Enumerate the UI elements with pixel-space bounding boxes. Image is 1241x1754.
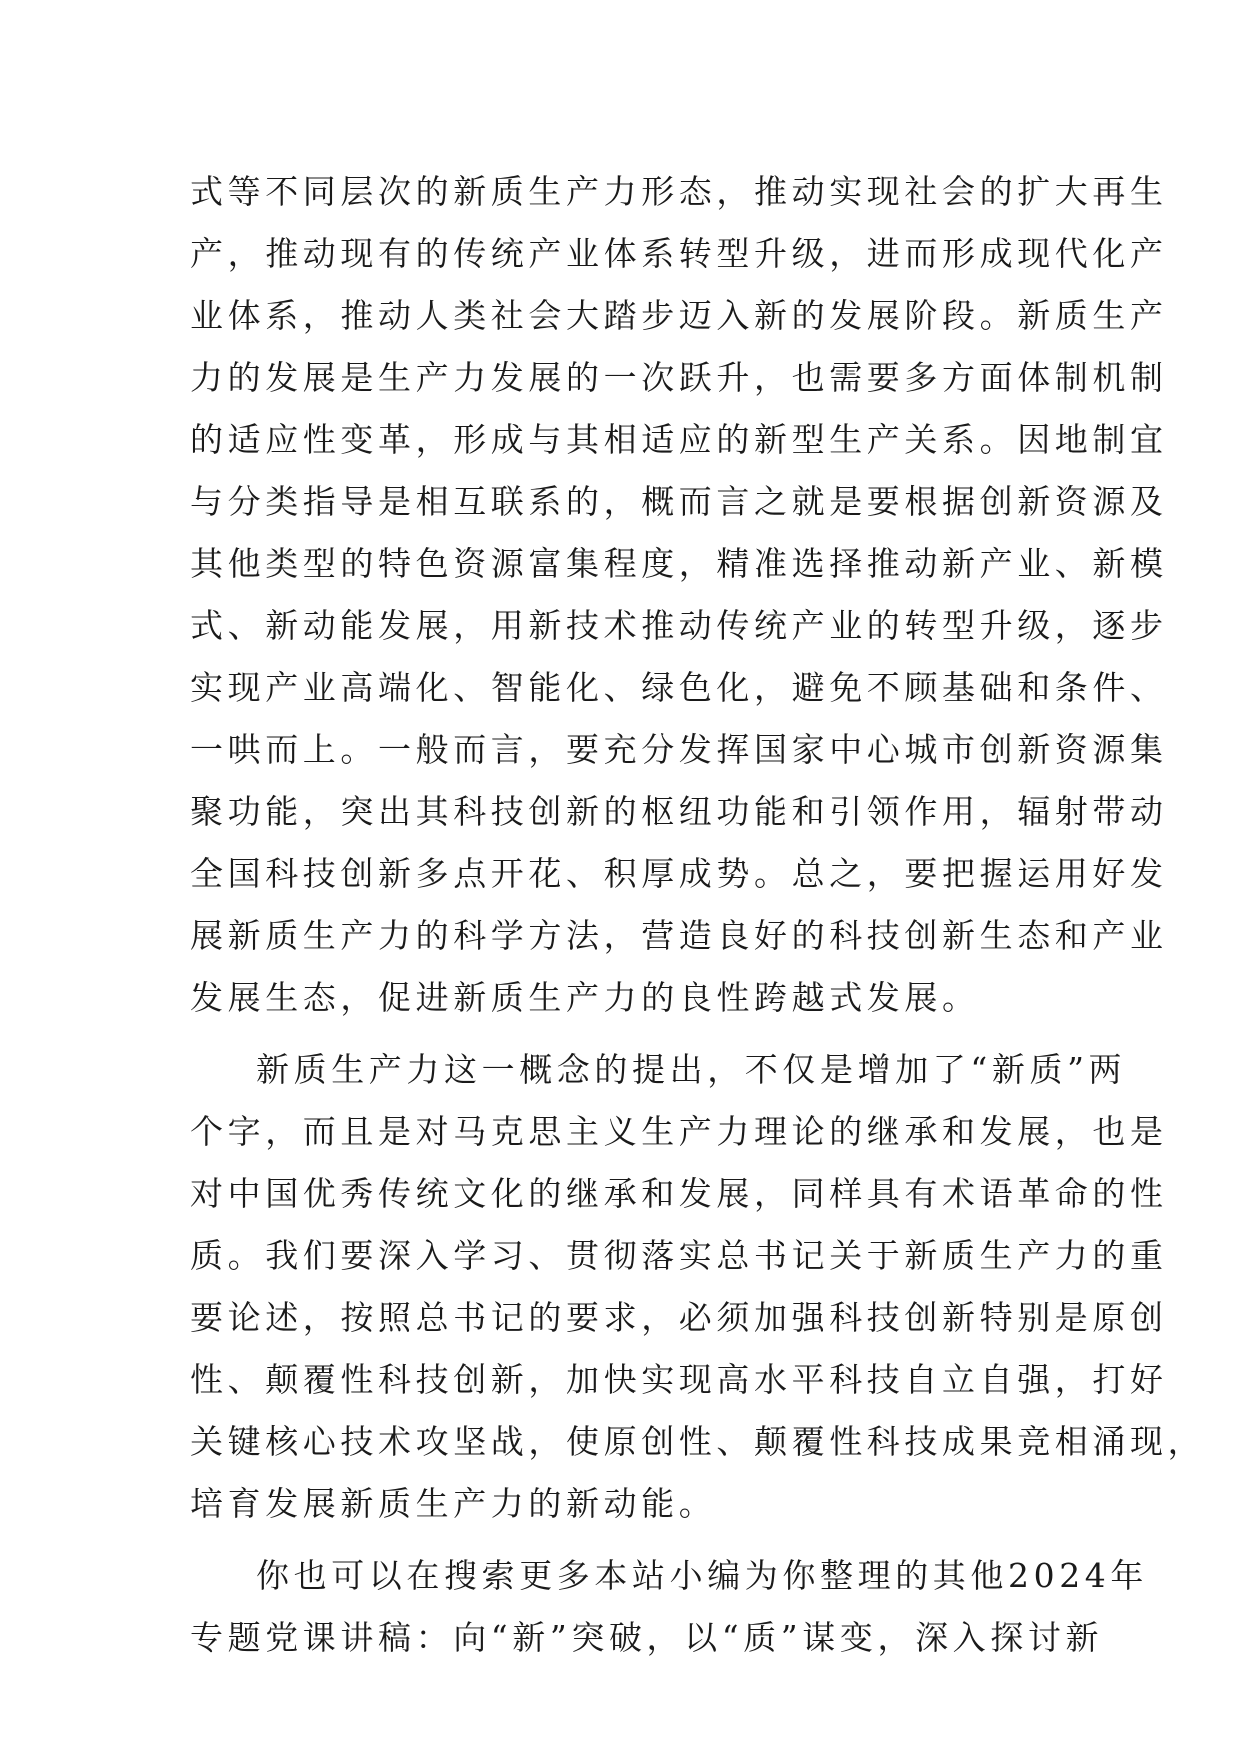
text-line: 其他类型的特色资源富集程度，精准选择推动新产业、新模 — [190, 544, 1168, 583]
text-line: 一哄而上。一般而言，要充分发挥国家中心城市创新资源集 — [190, 730, 1168, 769]
text-line: 式、新动能发展，用新技术推动传统产业的转型升级，逐步 — [190, 606, 1168, 645]
text-line: 的适应性变革，形成与其相适应的新型生产关系。因地制宜 — [190, 420, 1168, 459]
text-line: 力的发展是生产力发展的一次跃升，也需要多方面体制机制 — [190, 358, 1168, 397]
text-line: 对中国优秀传统文化的继承和发展，同样具有术语革命的性 — [190, 1174, 1168, 1213]
text-line: 式等不同层次的新质生产力形态，推动实现社会的扩大再生 — [190, 172, 1168, 211]
paragraph-3 — [190, 1545, 1148, 1669]
text-line: 专题党课讲稿：向“新”突破，以“质”谋变，深入探讨新 — [190, 1618, 1104, 1657]
text-line: 质。我们要深入学习、贯彻落实总书记关于新质生产力的重 — [190, 1236, 1168, 1275]
paragraph-1 — [190, 161, 1168, 1029]
text-line: 个字，而且是对马克思主义生产力理论的继承和发展，也是 — [190, 1112, 1168, 1151]
text-line: 你也可以在搜索更多本站小编为你整理的其他2024年 — [256, 1556, 1148, 1595]
text-line: 培育发展新质生产力的新动能。 — [190, 1484, 717, 1523]
text-line: 与分类指导是相互联系的，概而言之就是要根据创新资源及 — [190, 482, 1168, 521]
paragraph-2 — [190, 1039, 1206, 1535]
text-line: 业体系，推动人类社会大踏步迈入新的发展阶段。新质生产 — [190, 296, 1168, 335]
text-line: 实现产业高端化、智能化、绿色化，避免不顾基础和条件、 — [190, 668, 1168, 707]
document-body — [190, 161, 1206, 1669]
text-line: 发展生态，促进新质生产力的良性跨越式发展。 — [190, 978, 980, 1017]
text-line: 性、颠覆性科技创新，加快实现高水平科技自立自强，打好 — [190, 1360, 1168, 1399]
text-line: 要论述，按照总书记的要求，必须加强科技创新特别是原创 — [190, 1298, 1168, 1337]
text-line: 全国科技创新多点开花、积厚成势。总之，要把握运用好发 — [190, 854, 1168, 893]
paragraph-gap — [190, 1535, 1052, 1545]
text-line: 产，推动现有的传统产业体系转型升级，进而形成现代化产 — [190, 234, 1168, 273]
text-line: 关键核心技术攻坚战，使原创性、颠覆性科技成果竞相涌现， — [190, 1422, 1206, 1461]
paragraph-gap — [190, 1029, 1052, 1039]
text-line: 新质生产力这一概念的提出，不仅是增加了“新质”两 — [256, 1050, 1127, 1089]
text-line: 展新质生产力的科学方法，营造良好的科技创新生态和产业 — [190, 916, 1168, 955]
text-line: 聚功能，突出其科技创新的枢纽功能和引领作用，辐射带动 — [190, 792, 1168, 831]
